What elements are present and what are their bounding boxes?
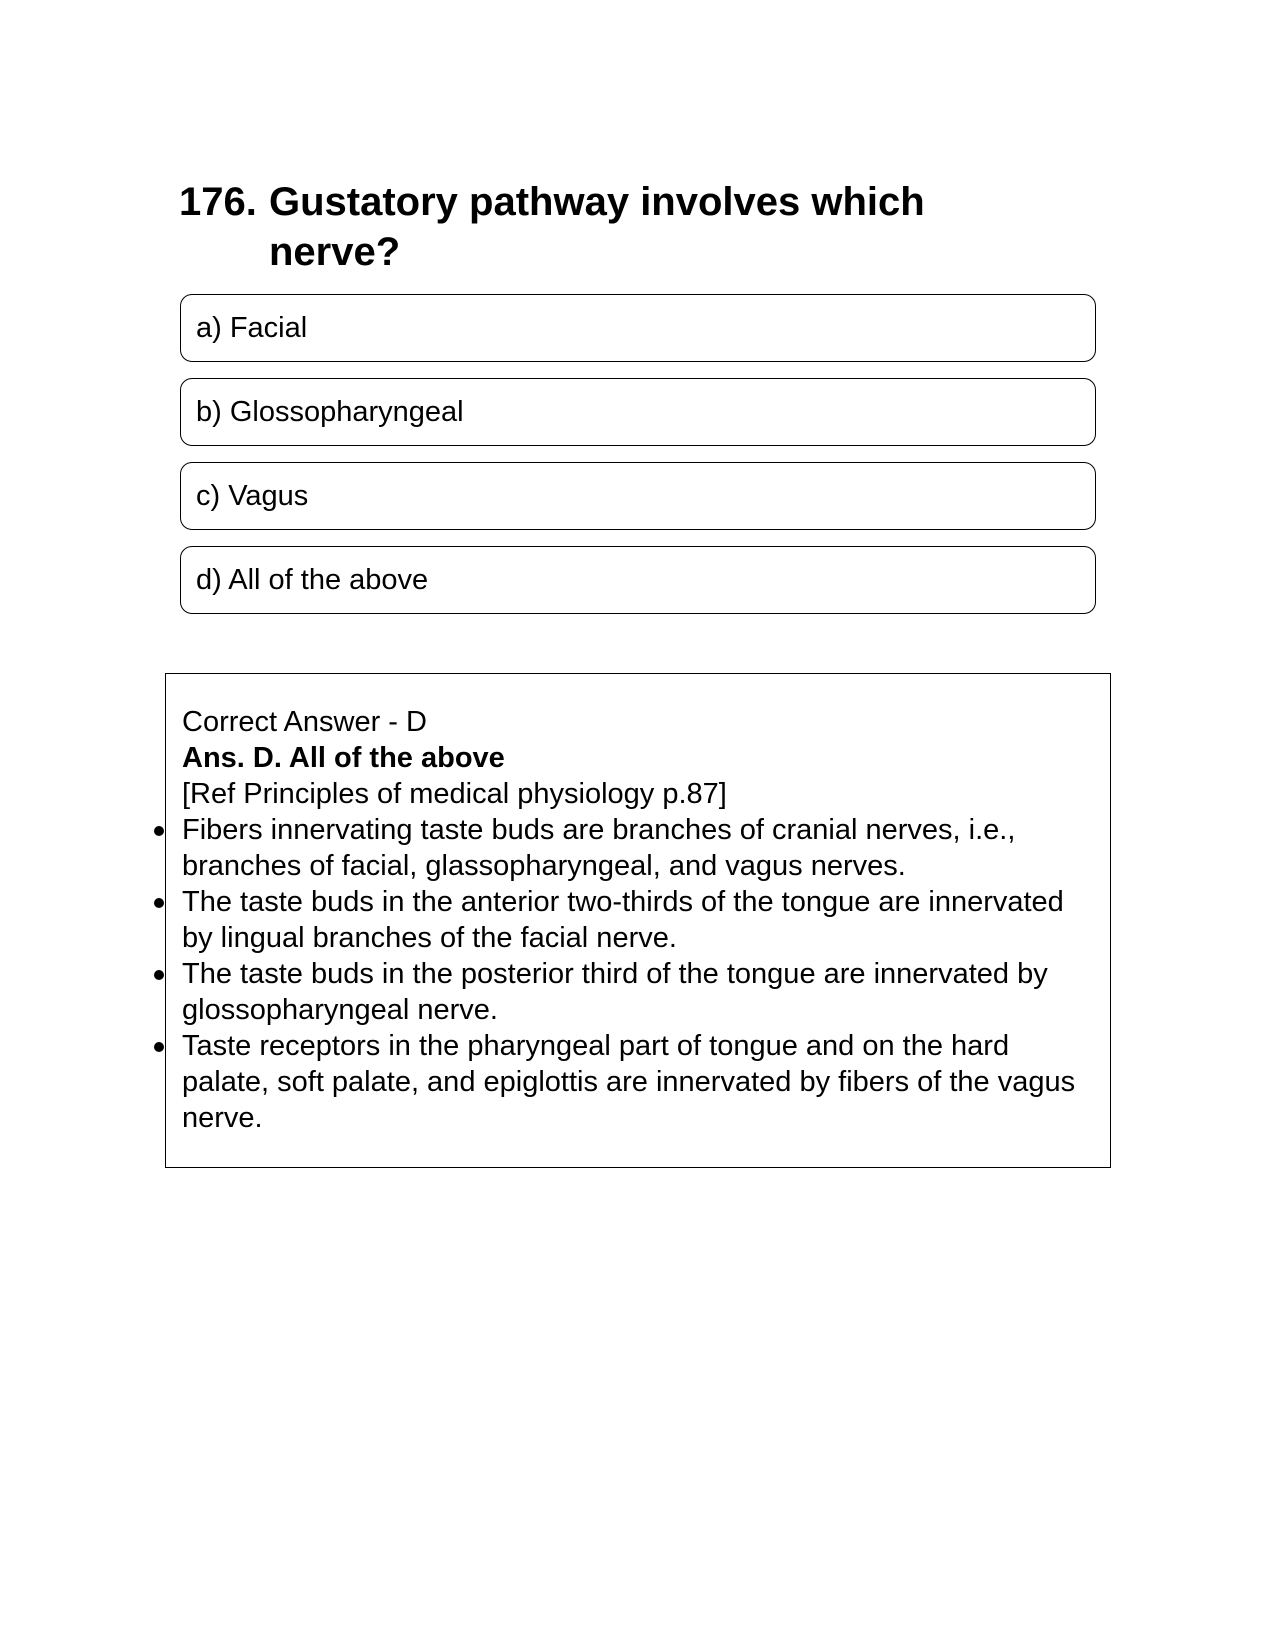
list-item: Taste receptors in the pharyngeal part of tongue and on the hard palate, soft palate, and epiglottis are innervated by fibers of the vagus nerve. bbox=[182, 1028, 1095, 1136]
list-item: The taste buds in the posterior third of the tongue are innervated by glossopharyngeal nerve. bbox=[182, 956, 1095, 1028]
option-a[interactable]: a) Facial bbox=[180, 294, 1096, 362]
correct-answer: Correct Answer - D bbox=[182, 706, 427, 738]
answer-reference: [Ref Principles of medical physiology p.87] bbox=[182, 778, 727, 810]
answer-heading: Ans. D. All of the above bbox=[182, 742, 505, 774]
option-d[interactable]: d) All of the above bbox=[180, 546, 1096, 614]
question-heading bbox=[179, 177, 1059, 277]
option-c[interactable]: c) Vagus bbox=[180, 462, 1096, 530]
list-item: Fibers innervating taste buds are branches of cranial nerves, i.e., branches of facial, glassopharyngeal, and vagus nerves. bbox=[182, 812, 1095, 884]
question-number: 176. bbox=[179, 180, 257, 224]
explanation-list bbox=[182, 812, 1095, 1136]
list-item: The taste buds in the anterior two-thirds of the tongue are innervated by lingual branches of the facial nerve. bbox=[182, 884, 1095, 956]
option-b[interactable]: b) Glossopharyngeal bbox=[180, 378, 1096, 446]
answer-explanation-box bbox=[165, 673, 1111, 1168]
answer-options bbox=[180, 294, 1096, 630]
question-text: Gustatory pathway involves which nerve? bbox=[269, 180, 925, 274]
